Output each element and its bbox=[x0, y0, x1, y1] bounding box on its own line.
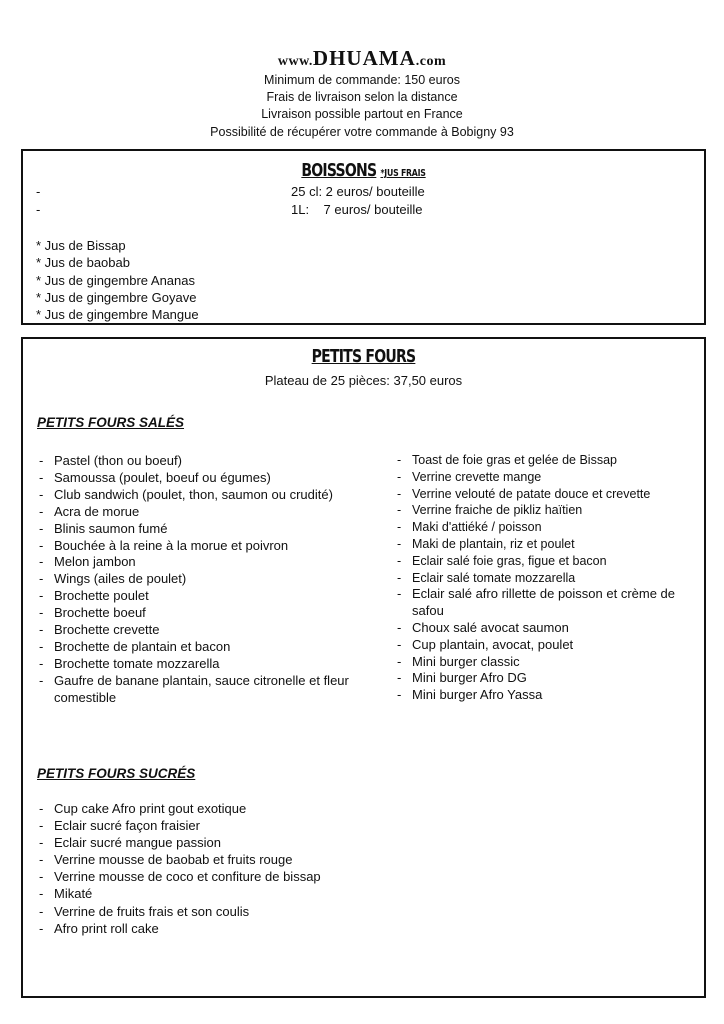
list-item: - Eclair salé foie gras, figue et bacon bbox=[395, 553, 685, 570]
site-url bbox=[0, 46, 724, 71]
sales-list-left bbox=[37, 453, 357, 707]
info-line: Possibilité de récupérer votre commande à Bobigny 93 bbox=[210, 124, 514, 139]
info-line: Frais de livraison selon la distance bbox=[266, 90, 458, 105]
list-item: - Bouchée à la reine à la morue et poivron bbox=[37, 538, 357, 555]
list-item: - Brochette crevette bbox=[37, 622, 357, 639]
list-item: - Verrine mousse de baobab et fruits rouge bbox=[37, 851, 397, 868]
boissons-subtitle: *JUS FRAIS bbox=[380, 168, 426, 179]
list-item: - Wings (ailes de poulet) bbox=[37, 571, 357, 588]
list-item: - Brochette boeuf bbox=[37, 605, 357, 622]
site-url-suffix: .com bbox=[415, 54, 447, 69]
dash-bullet: - bbox=[36, 202, 41, 217]
list-item: - Eclair salé tomate mozzarella bbox=[395, 570, 685, 587]
list-item: - Eclair sucré façon fraisier bbox=[37, 817, 397, 834]
boissons-section bbox=[21, 149, 706, 325]
list-item: - Eclair salé afro rillette de poisson et crème de safou bbox=[395, 586, 685, 620]
site-url-prefix: www. bbox=[277, 54, 313, 69]
list-item: - Brochette poulet bbox=[37, 588, 357, 605]
sucres-title: PETITS FOURS SUCRÉS bbox=[37, 766, 196, 781]
list-item: - Brochette de plantain et bacon bbox=[37, 639, 357, 656]
order-info bbox=[0, 72, 724, 141]
list-item: - Cup plantain, avocat, poulet bbox=[395, 637, 685, 654]
juice-item: * Jus de baobab bbox=[36, 254, 199, 271]
juice-item: * Jus de gingembre Ananas bbox=[36, 272, 199, 289]
juice-list bbox=[36, 237, 199, 323]
list-item: - Eclair sucré mangue passion bbox=[37, 834, 397, 851]
info-line: Minimum de commande: 150 euros bbox=[264, 73, 460, 87]
list-item: - Blinis saumon fumé bbox=[37, 521, 357, 538]
price-text: 25 cl: 2 euros/ bouteille bbox=[291, 184, 425, 199]
list-item: - Toast de foie gras et gelée de Bissap bbox=[395, 452, 685, 469]
list-item: - Maki de plantain, riz et poulet bbox=[395, 536, 685, 553]
juice-item: * Jus de gingembre Mangue bbox=[36, 306, 199, 323]
list-item: - Maki d'attiéké / poisson bbox=[395, 519, 685, 536]
plateau-price: Plateau de 25 pièces: 37,50 euros bbox=[264, 373, 463, 388]
list-item: - Gaufre de banane plantain, sauce citronelle et fleur comestible bbox=[37, 673, 357, 707]
list-item: - Acra de morue bbox=[37, 504, 357, 521]
list-item: - Choux salé avocat saumon bbox=[395, 620, 685, 637]
boissons-title-text: BOISSONS bbox=[301, 160, 377, 181]
list-item: - Club sandwich (poulet, thon, saumon ou crudité) bbox=[37, 487, 357, 504]
petits-fours-title-text: PETITS FOURS bbox=[311, 346, 416, 367]
list-item: - Samoussa (poulet, boeuf ou égumes) bbox=[37, 470, 357, 487]
list-item: - Brochette tomate mozzarella bbox=[37, 656, 357, 673]
price-text: 1L: 7 euros/ bouteille bbox=[291, 202, 423, 217]
list-item: - Verrine de fruits frais et son coulis bbox=[37, 903, 397, 920]
list-item: - Verrine crevette mange bbox=[395, 469, 685, 486]
list-item: - Pastel (thon ou boeuf) bbox=[37, 453, 357, 470]
juice-item: * Jus de Bissap bbox=[36, 237, 199, 254]
list-item: - Mini burger classic bbox=[395, 654, 685, 671]
sales-title: PETITS FOURS SALÉS bbox=[37, 415, 185, 430]
petits-fours-title bbox=[98, 346, 629, 367]
list-item: - Melon jambon bbox=[37, 554, 357, 571]
info-line: Livraison possible partout en France bbox=[261, 107, 463, 122]
sales-list-right bbox=[395, 452, 685, 704]
list-item: - Verrine velouté de patate douce et crevette bbox=[395, 486, 685, 503]
boissons-title bbox=[98, 160, 629, 181]
juice-item: * Jus de gingembre Goyave bbox=[36, 289, 199, 306]
list-item: - Mini burger Afro Yassa bbox=[395, 687, 685, 704]
list-item: - Verrine mousse de coco et confiture de bissap bbox=[37, 868, 397, 885]
site-url-name: DHUAMA bbox=[312, 46, 416, 70]
list-item: - Mikaté bbox=[37, 885, 397, 902]
list-item: - Afro print roll cake bbox=[37, 920, 397, 937]
list-item: - Cup cake Afro print gout exotique bbox=[37, 800, 397, 817]
sucres-list bbox=[37, 800, 397, 937]
petits-fours-section bbox=[21, 337, 706, 998]
dash-bullet: - bbox=[36, 184, 41, 199]
list-item: - Verrine fraiche de pikliz haïtien bbox=[395, 502, 685, 519]
list-item: - Mini burger Afro DG bbox=[395, 670, 685, 687]
